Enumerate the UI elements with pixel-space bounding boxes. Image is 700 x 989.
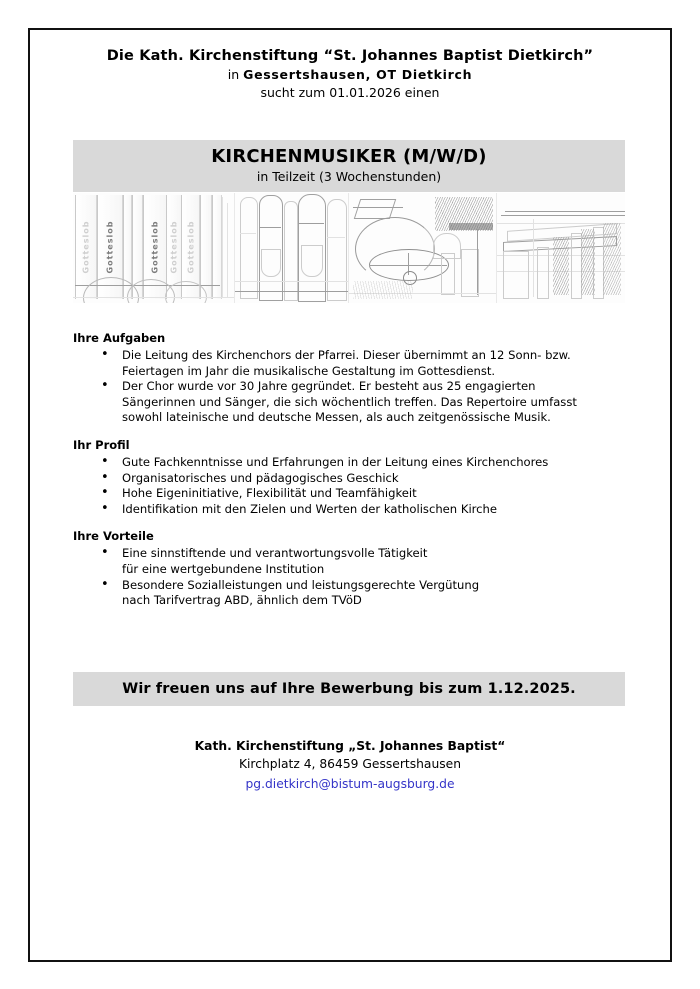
section-vorteile (73, 528, 633, 608)
spine-label-4: Gotteslob (169, 220, 179, 274)
list-item (101, 546, 633, 577)
document-header (30, 47, 670, 102)
spine-label-5: Gotteslob (186, 220, 195, 274)
section-heading-aufgaben: Ihre Aufgaben (73, 331, 166, 345)
header-line-location (30, 66, 670, 84)
header-location-prefix: in (227, 67, 244, 82)
sketch-image-strip (73, 193, 625, 303)
image-panel-hymnbook-shelf (73, 193, 235, 303)
job-title: KIRCHENMUSIKER (M/W/D) (211, 146, 487, 167)
list-item (101, 455, 633, 471)
list-item (101, 502, 633, 518)
list-item-line: • Eine sinnstiftende und verantwortungsvolle Tätigkeit (122, 546, 428, 561)
image-panel-church-pews (497, 193, 625, 303)
list-item (101, 471, 633, 487)
footer-organisation: Kath. Kirchenstiftung „St. Johannes Baptist“ (194, 739, 506, 753)
bullet-list-profil (73, 455, 633, 517)
list-item-line: nach Tarifvertrag ABD, ähnlich dem TVöD (122, 593, 362, 608)
list-item-line: Sängerinnen und Sänger, die sich wöchentlich treffen. Das Repertoire umfasst (122, 394, 577, 409)
job-title-subtitle: in Teilzeit (3 Wochenstunden) (256, 169, 442, 184)
section-heading-vorteile: Ihre Vorteile (73, 529, 154, 544)
job-description-body (73, 330, 633, 620)
document-footer (30, 737, 670, 793)
spine-label-3: Gotteslob (150, 220, 160, 274)
image-panel-organ-pipes (235, 193, 348, 303)
list-item (101, 379, 633, 426)
section-heading-profil: Ihr Profil (73, 437, 130, 452)
footer-address: Kirchplatz 4, 86459 Gessertshausen (238, 757, 462, 771)
spine-label-2: Gotteslob (105, 220, 115, 274)
list-item-line: Feiertagen im Jahr die musikalische Gestaltung im Gottesdienst. (122, 363, 496, 378)
list-item-line: • Organisatorisches und pädagogisches Geschick (122, 470, 399, 485)
bullet-list-vorteile (73, 546, 633, 608)
job-title-band (73, 140, 625, 192)
list-item-line: sowohl lateinische und deutsche Messen, als auch zeitgenössische Musik. (122, 410, 551, 425)
list-item (101, 578, 633, 609)
header-line-start-date: sucht zum 01.01.2026 einen (260, 85, 440, 100)
page-border-frame (28, 28, 672, 962)
bullet-list-aufgaben (73, 348, 633, 426)
application-deadline-text: Wir freuen uns auf Ihre Bewerbung bis zum 1.12.2025. (122, 681, 576, 697)
list-item-line: • Identifikation mit den Zielen und Werten der katholischen Kirche (122, 501, 498, 516)
section-profil (73, 437, 633, 517)
list-item-line: • Besondere Sozialleistungen und leistungsgerechte Vergütung (122, 577, 480, 592)
image-panel-church-bells (349, 193, 497, 303)
list-item-line: • Hohe Eigeninitiative, Flexibilität und Teamfähigkeit (122, 486, 417, 501)
list-item-line: für eine wertgebundene Institution (122, 561, 325, 576)
application-deadline-band (73, 672, 625, 706)
list-item (101, 486, 633, 502)
list-item-line: • Gute Fachkenntnisse und Erfahrungen in der Leitung eines Kirchenchores (122, 454, 549, 469)
footer-email-link[interactable]: pg.dietkirch@bistum-augsburg.de (245, 777, 455, 791)
section-aufgaben (73, 330, 633, 426)
list-item-line: • Die Leitung des Kirchenchors der Pfarrei. Dieser übernimmt an 12 Sonn- bzw. (122, 348, 571, 362)
list-item-line: • Der Chor wurde vor 30 Jahre gegründet. Er besteht aus 25 engagierten (122, 379, 536, 394)
list-item (101, 348, 633, 379)
spine-label-1: Gotteslob (81, 220, 91, 274)
header-location-name: Gessertshausen, OT Dietkirch (243, 67, 473, 82)
header-line-organisation: Die Kath. Kirchenstiftung “St. Johannes Baptist Dietkirch” (106, 48, 594, 64)
